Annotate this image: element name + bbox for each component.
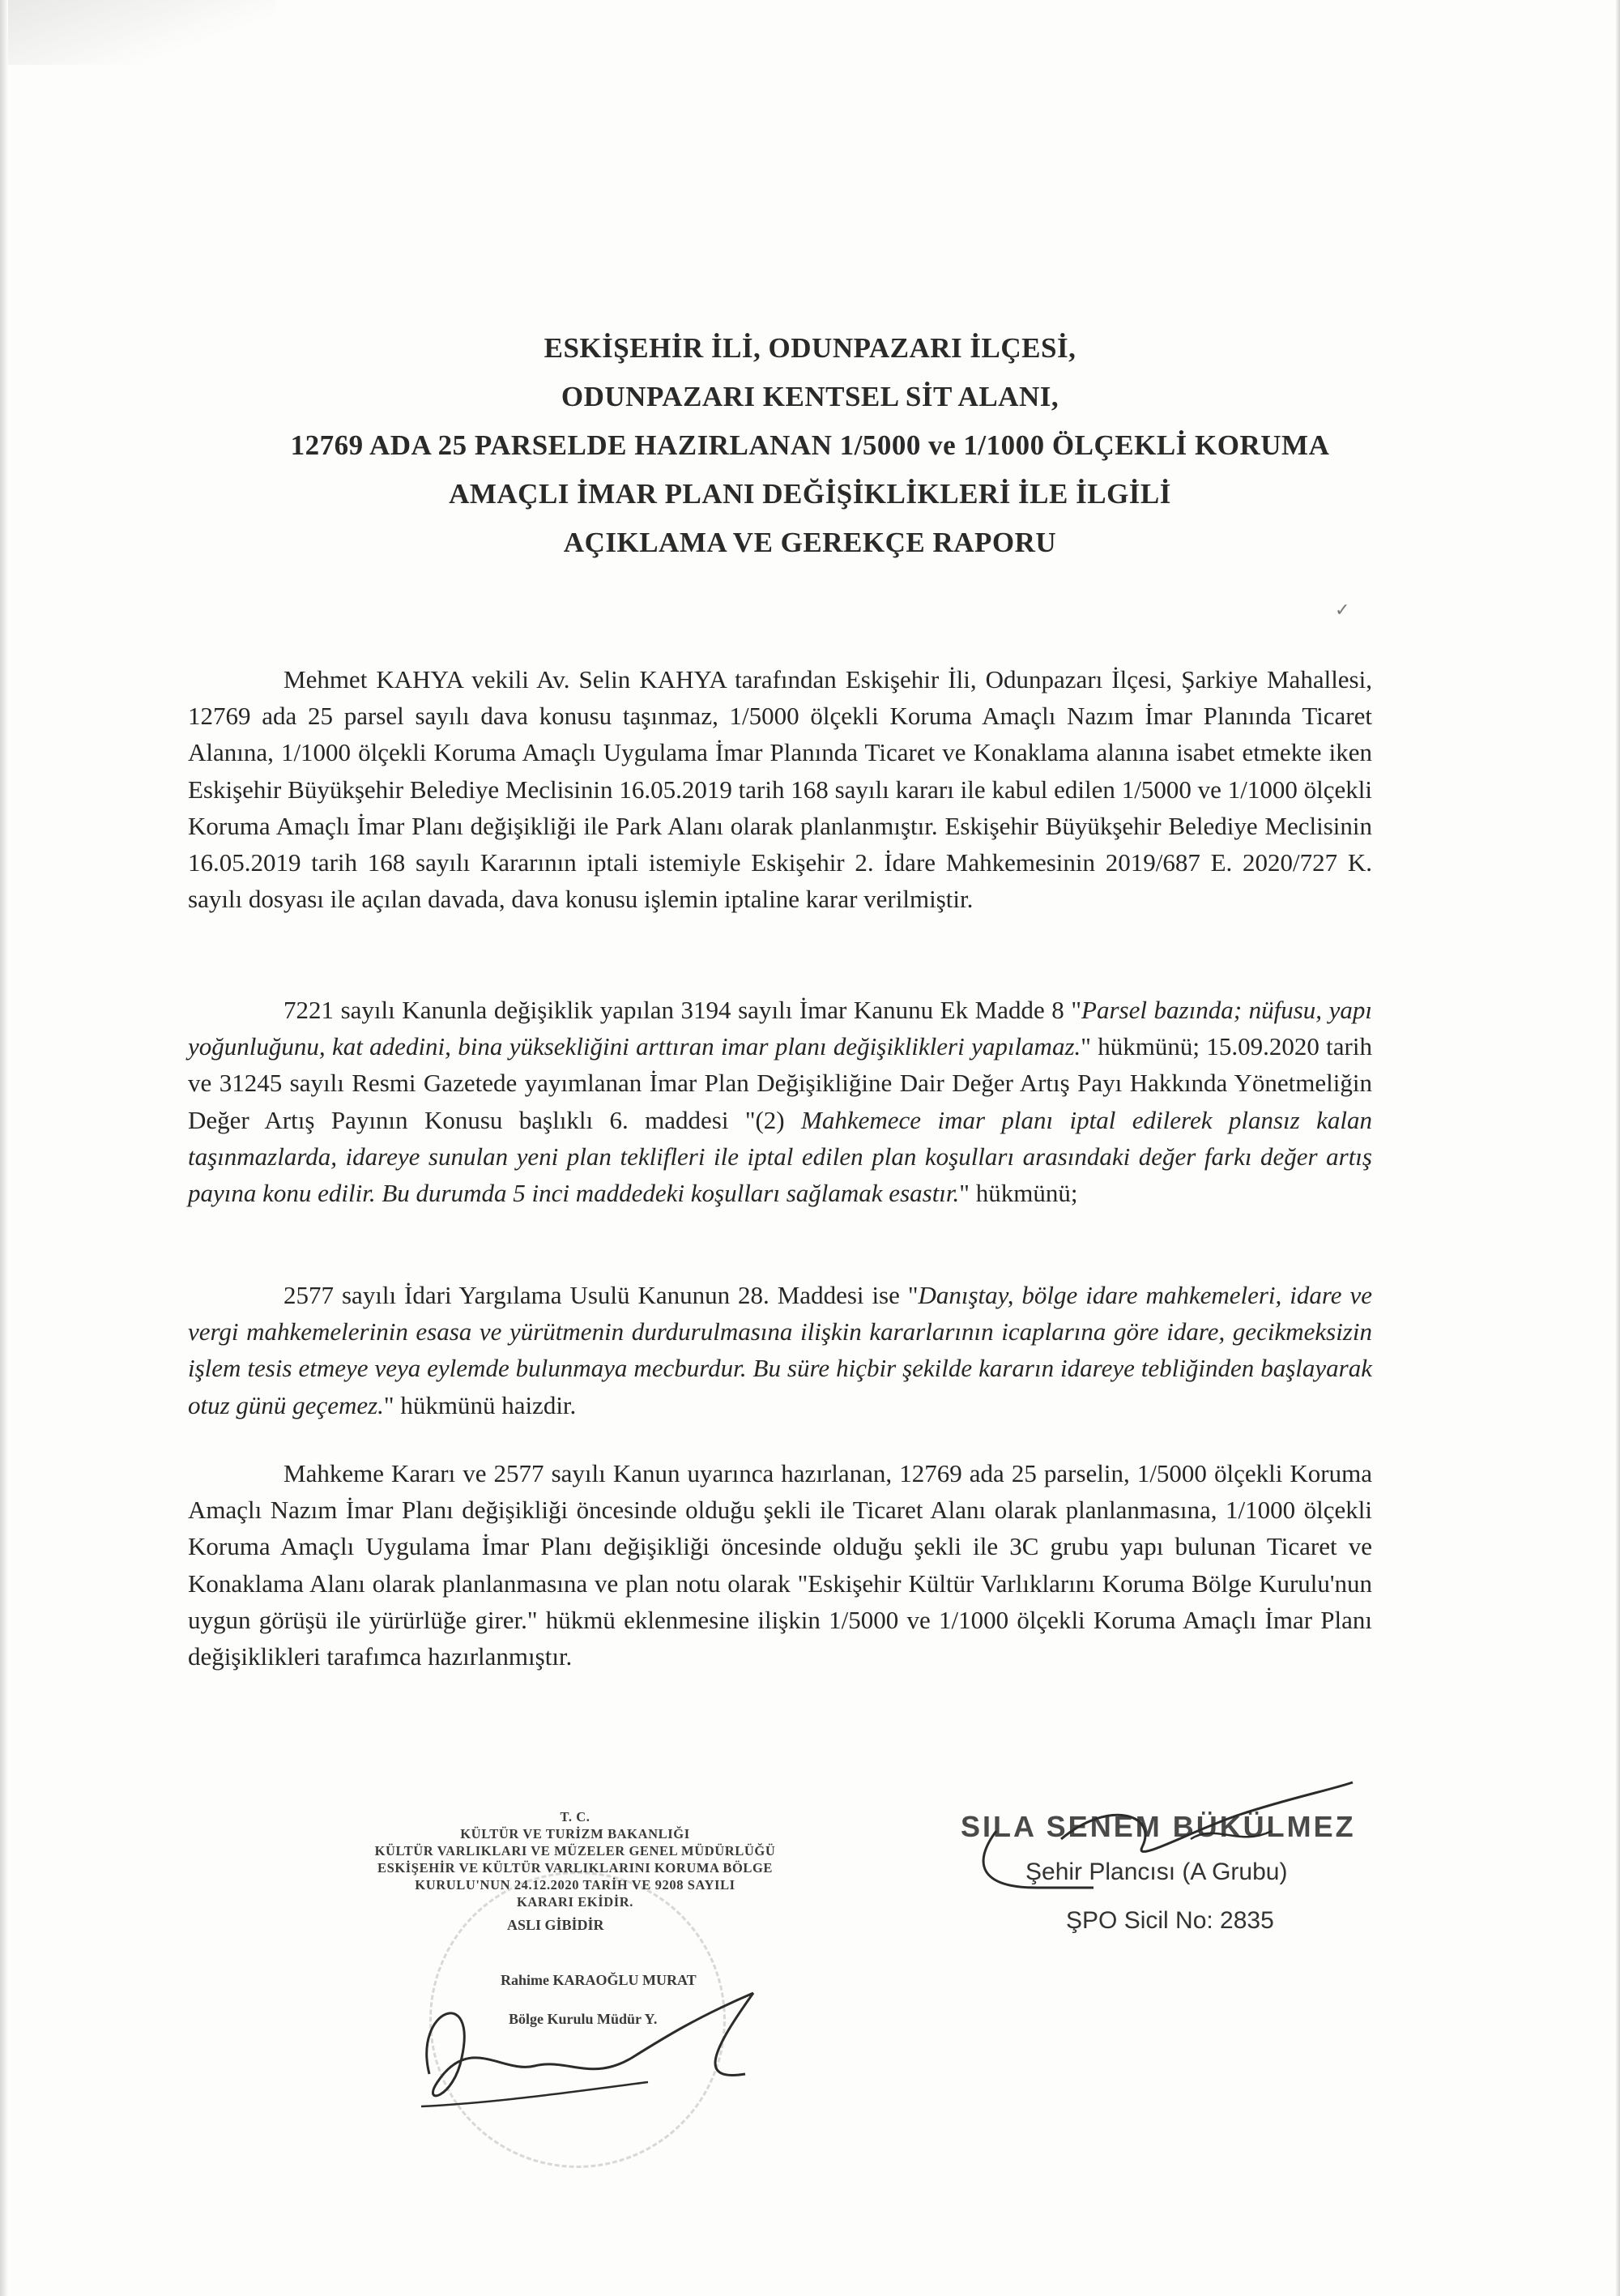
paragraph-text: Mehmet KAHYA vekili Av. Selin KAHYA tarafından Eskişehir İli, Odunpazarı İlçesi, Şarkiye Mahallesi, 12769 ada 25 parsel sayılı dava konusu taşınmaz, 1/5000 ölçekli Koruma Amaçlı Nazım İmar Planında Ticaret Alanına, 1/1000 ölçekli Koruma Amaçlı Uygulama İmar Planında Ticaret ve Konaklama alanına isabet etmekte iken Eskişehir Büyükşehir Belediye Meclisinin 16.05.2019 tarih 168 sayılı kararı ile kabul edilen 1/5000 ve 1/1000 ölçekli Koruma Amaçlı İmar Planı değişikliği ile Park Alanı olarak planlanmıştır. Eskişehir Büyükşehir Belediye Meclisinin 16.05.2019 tarih 168 sayılı Kararının iptali istemiyle Eskişehir 2. İdare Mahkemesinin 2019/687 E. 2020/727 K. sayılı dosyası ile açılan davada, dava konusu işlemin iptaline karar verilmiştir. <box>188 665 1372 914</box>
title-line: AMAÇLI İMAR PLANI DEĞİŞİKLİKLERİ İLE İLGİLİ <box>449 478 1171 510</box>
planner-title: Şehir Plancısı (A Grubu) <box>1025 1859 1288 1885</box>
stamp-line: ESKİŞEHİR VE KÜLTÜR VARLIKLARINI KORUMA BÖLGE <box>377 1860 774 1876</box>
planner-signature <box>948 1766 1369 1912</box>
paragraph-text: Mahkeme Kararı ve 2577 sayılı Kanun uyarınca hazırlanan, 12769 ada 25 parselin, 1/5000 ölçekli Koruma Amaçlı Nazım İmar Planı değişikliği öncesinde olduğu şekli ile Ticaret Alanı olarak planlanmasına, 1/1000 ölçekli Koruma Amaçlı Uygulama İmar Planı değişikliği öncesinde olduğu şekli ile 3C grubu yapı bulunan Ticaret ve Konaklama Alanı olarak planlanmasına ve plan notu olarak "Eskişehir Kültür Varlıklarını Koruma Bölge Kurulu'nun uygun görüşü ile yürürlüğe girer." hükmü eklenmesine ilişkin 1/5000 ve 1/1000 ölçekli Koruma Amaçlı İmar Planı değişiklikleri tarafımca hazırlanmıştır. <box>188 1459 1372 1671</box>
paragraph-text <box>188 1277 1372 1423</box>
planner-name: SILA SENEM BÜKÜLMEZ <box>961 1810 1356 1843</box>
stamp-line: KÜLTÜR VARLIKLARI VE MÜZELER GENEL MÜDÜRLÜĞÜ <box>374 1843 776 1859</box>
title-line: ESKİŞEHİR İLİ, ODUNPAZARI İLÇESİ, <box>544 332 1076 364</box>
paragraph-conclusion <box>188 1455 1372 1675</box>
stamp-line: KURULU'NUN 24.12.2020 TARİH VE 9208 SAYILI <box>415 1877 735 1893</box>
paragraph-legal-basis <box>188 992 1372 1211</box>
official-title: Bölge Kurulu Müdür Y. <box>509 2011 658 2027</box>
text-run: " hükmünü haizdir. <box>383 1390 577 1419</box>
scan-edge <box>1615 0 1620 2296</box>
stamp-line: KARARI EKİDİR. <box>516 1894 634 1910</box>
official-signature <box>405 1961 810 2123</box>
title-line: 12769 ADA 25 PARSELDE HAZIRLANAN 1/5000 ve 1/1000 ÖLÇEKLİ KORUMA <box>290 429 1330 461</box>
quoted-regulation: Mahkemece imar planı iptal edilerek plansız kalan taşınmazlarda, idareye sunulan yeni plan teklifleri ile iptal edilen plan koşulları arasındaki değer farkı değer artış payına konu edilir. Bu durumda 5 inci maddedeki koşulları sağlamak esastır. <box>188 1105 1372 1208</box>
scan-edge <box>0 0 8 2296</box>
stamp-line: T. C. <box>560 1809 590 1824</box>
report-title <box>146 324 1474 567</box>
title-line: AÇIKLAMA VE GEREKÇE RAPORU <box>563 527 1057 558</box>
scan-mark: ✓ <box>1335 600 1350 620</box>
stamp-line: KÜLTÜR VE TURİZM BAKANLIĞI <box>460 1826 690 1841</box>
text-run: 2577 sayılı İdari Yargılama Usulü Kanunun 28. Maddesi ise " <box>284 1281 919 1309</box>
scan-shadow <box>0 0 275 65</box>
paragraph-procedure-law <box>188 1277 1372 1423</box>
text-run: " hükmünü; 15.09.2020 tarih ve 31245 sayılı Resmi Gazetede yayımlanan İmar Plan Değişikliğine Dair Değer Artış Payı Hakkında Yönetmeliğin Değer Artış Payının Konusu başlıklı 6. maddesi "(2) <box>188 1032 1372 1134</box>
text-run: " hükmünü; <box>959 1179 1078 1208</box>
quoted-law: Danıştay, bölge idare mahkemeleri, idare ve vergi mahkemelerinin esasa ve yürütmenin durdurulmasına ilişkin kararlarının icaplarına göre idare, gecikmeksizin işlem tesis etmeye veya eylemde bulunmaya mecburdur. Bu süre hiçbir şekilde kararın idareye tebliğinden başlayarak otuz günü geçemez. <box>188 1281 1372 1419</box>
text-run: 7221 sayılı Kanunla değişiklik yapılan 3194 sayılı İmar Kanunu Ek Madde 8 " <box>284 996 1082 1024</box>
certified-copy-text: ASLI GİBİDİR <box>507 1917 604 1933</box>
official-stamp <box>267 1808 883 1910</box>
planner-registry: ŞPO Sicil No: 2835 <box>1066 1907 1274 1934</box>
title-line: ODUNPAZARI KENTSEL SİT ALANI, <box>561 381 1059 412</box>
paragraph-case-background <box>188 661 1372 917</box>
quoted-law: Parsel bazında; nüfusu, yapı yoğunluğunu, kat adedini, bina yüksekliğini arttıran imar planı değişiklikleri yapılamaz. <box>188 996 1372 1061</box>
official-name: Rahime KARAOĞLU MURAT <box>501 1972 697 1988</box>
paragraph-text <box>188 992 1372 1211</box>
